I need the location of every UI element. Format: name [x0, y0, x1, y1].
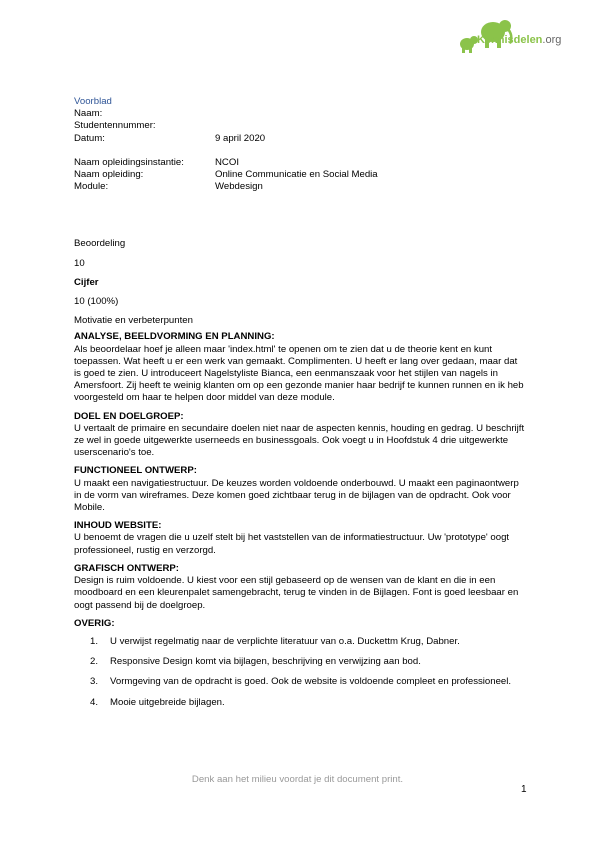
section-analyse: [74, 331, 526, 404]
field-label: Studentennummer:: [74, 120, 156, 132]
beoordeling-value: 10: [74, 257, 85, 269]
list-text: Vormgeving van de opdracht is goed. Ook de website is voldoende compleet en professioneel.: [110, 676, 512, 688]
list-number: 4.: [90, 696, 99, 708]
field-label: Naam opleiding:: [74, 169, 144, 181]
motivatie-label: Motivatie en verbeterpunten: [74, 315, 193, 327]
section-functioneel: [74, 465, 526, 514]
document-body: [74, 96, 526, 717]
logo-tld: .org: [542, 34, 562, 46]
section-heading: FUNCTIONEEL ONTWERP:: [74, 465, 197, 477]
field-row-datum: [74, 133, 526, 145]
field-row-opleidingsinstantie: [74, 157, 526, 169]
overig-list: [74, 636, 526, 709]
field-value: NCOI: [215, 156, 239, 168]
section-heading: OVERIG:: [74, 617, 115, 629]
section-heading: ANALYSE, BEELDVORMING EN PLANNING:: [74, 331, 275, 343]
field-row-naam: [74, 108, 526, 120]
field-row-studentennummer: [74, 120, 526, 132]
section-body: Als beoordelaar hoef je alleen maar 'index.html' te openen om te zien dat u de theorie kent en kunt toepassen. Wat heeft u er een werk van gemaakt. Complimenten. U heeft er lang over gedaan, maar dat is goed te zien. U introduceert Nagelstyliste Bianca, een eenmanszaak voor het stijlen van nagels in Amersfoort. Zij heeft te weinig klanten om op een gezonde manier haar bedrijf te kunnen runnen en ik heb voorgesteld om haar te helpen door middel van deze module.: [74, 343, 524, 404]
section-body: Design is ruim voldoende. U kiest voor een stijl gebaseerd op de wensen van de klant en die in een moodboard en een kleurenpalet samengebracht, terug te vinden in de Bijlagen. Font is goed leesbaar en oogt passend bij de doelgroep.: [74, 575, 519, 611]
list-item: [74, 636, 526, 648]
logo-name: Kennisdelen: [477, 34, 543, 46]
footer-note: Denk aan het milieu voordat je dit document print.: [191, 774, 404, 785]
field-label: Naam:: [74, 108, 103, 120]
cijfer-label: Cijfer: [74, 276, 99, 288]
list-number: 3.: [90, 676, 99, 688]
list-number: 1.: [90, 635, 99, 647]
field-row-module: [74, 181, 526, 193]
field-label: Datum:: [74, 132, 105, 144]
section-doel: [74, 411, 526, 460]
section-body: U benoemt de vragen die u uzelf stelt bij het vaststellen van de informatiestructuur. Uw 'prototype' oogt professioneel, rustig en verzorgd.: [74, 532, 510, 556]
section-body: U vertaalt de primaire en secundaire doelen niet naar de aspecten kennis, houding en gedrag. U beschrijft ze wel in goede uitgewerkte userneeds en businessgoals. Ook voegt u in Hoofdstuk 4 drie uitgewerkte userscenario's toe.: [74, 422, 525, 459]
section-overig: [74, 618, 526, 709]
logo-wordmark: [477, 34, 561, 46]
kennisdelen-logo: [455, 16, 580, 62]
field-label: Naam opleidingsinstantie:: [74, 156, 184, 168]
list-item: [74, 676, 526, 688]
list-number: 2.: [90, 656, 99, 668]
cijfer-value: 10 (100%): [74, 296, 119, 308]
cover-title: Voorblad: [74, 96, 112, 107]
field-value: 9 april 2020: [215, 132, 266, 144]
field-label: Module:: [74, 181, 109, 193]
section-body: U maakt een navigatiestructuur. De keuzes worden voldoende onderbouwd. U maakt een paginaontwerp in de vorm van wireframes. Deze komen goed zichtbaar terug in de bijlagen van de opdracht. Ook voor Mobile.: [74, 477, 519, 514]
list-text: Responsive Design komt via bijlagen, beschrijving en verwijzing aan bod.: [110, 656, 421, 668]
section-heading: INHOUD WEBSITE:: [74, 520, 162, 532]
section-inhoud: [74, 520, 526, 557]
section-heading: GRAFISCH ONTWERP:: [74, 562, 179, 574]
list-text: U verwijst regelmatig naar de verplichte literatuur van o.a. Duckettm Krug, Dabner.: [110, 635, 460, 647]
page-number: 1: [521, 784, 527, 795]
list-text: Mooie uitgebreide bijlagen.: [110, 696, 225, 708]
list-item: [74, 656, 526, 668]
field-value: Online Communicatie en Social Media: [215, 169, 378, 181]
section-heading: DOEL EN DOELGROEP:: [74, 410, 184, 422]
list-item: [74, 697, 526, 709]
section-grafisch: [74, 563, 526, 612]
field-value: Webdesign: [215, 181, 263, 193]
field-row-opleiding: [74, 169, 526, 181]
beoordeling-label: Beoordeling: [74, 238, 126, 250]
